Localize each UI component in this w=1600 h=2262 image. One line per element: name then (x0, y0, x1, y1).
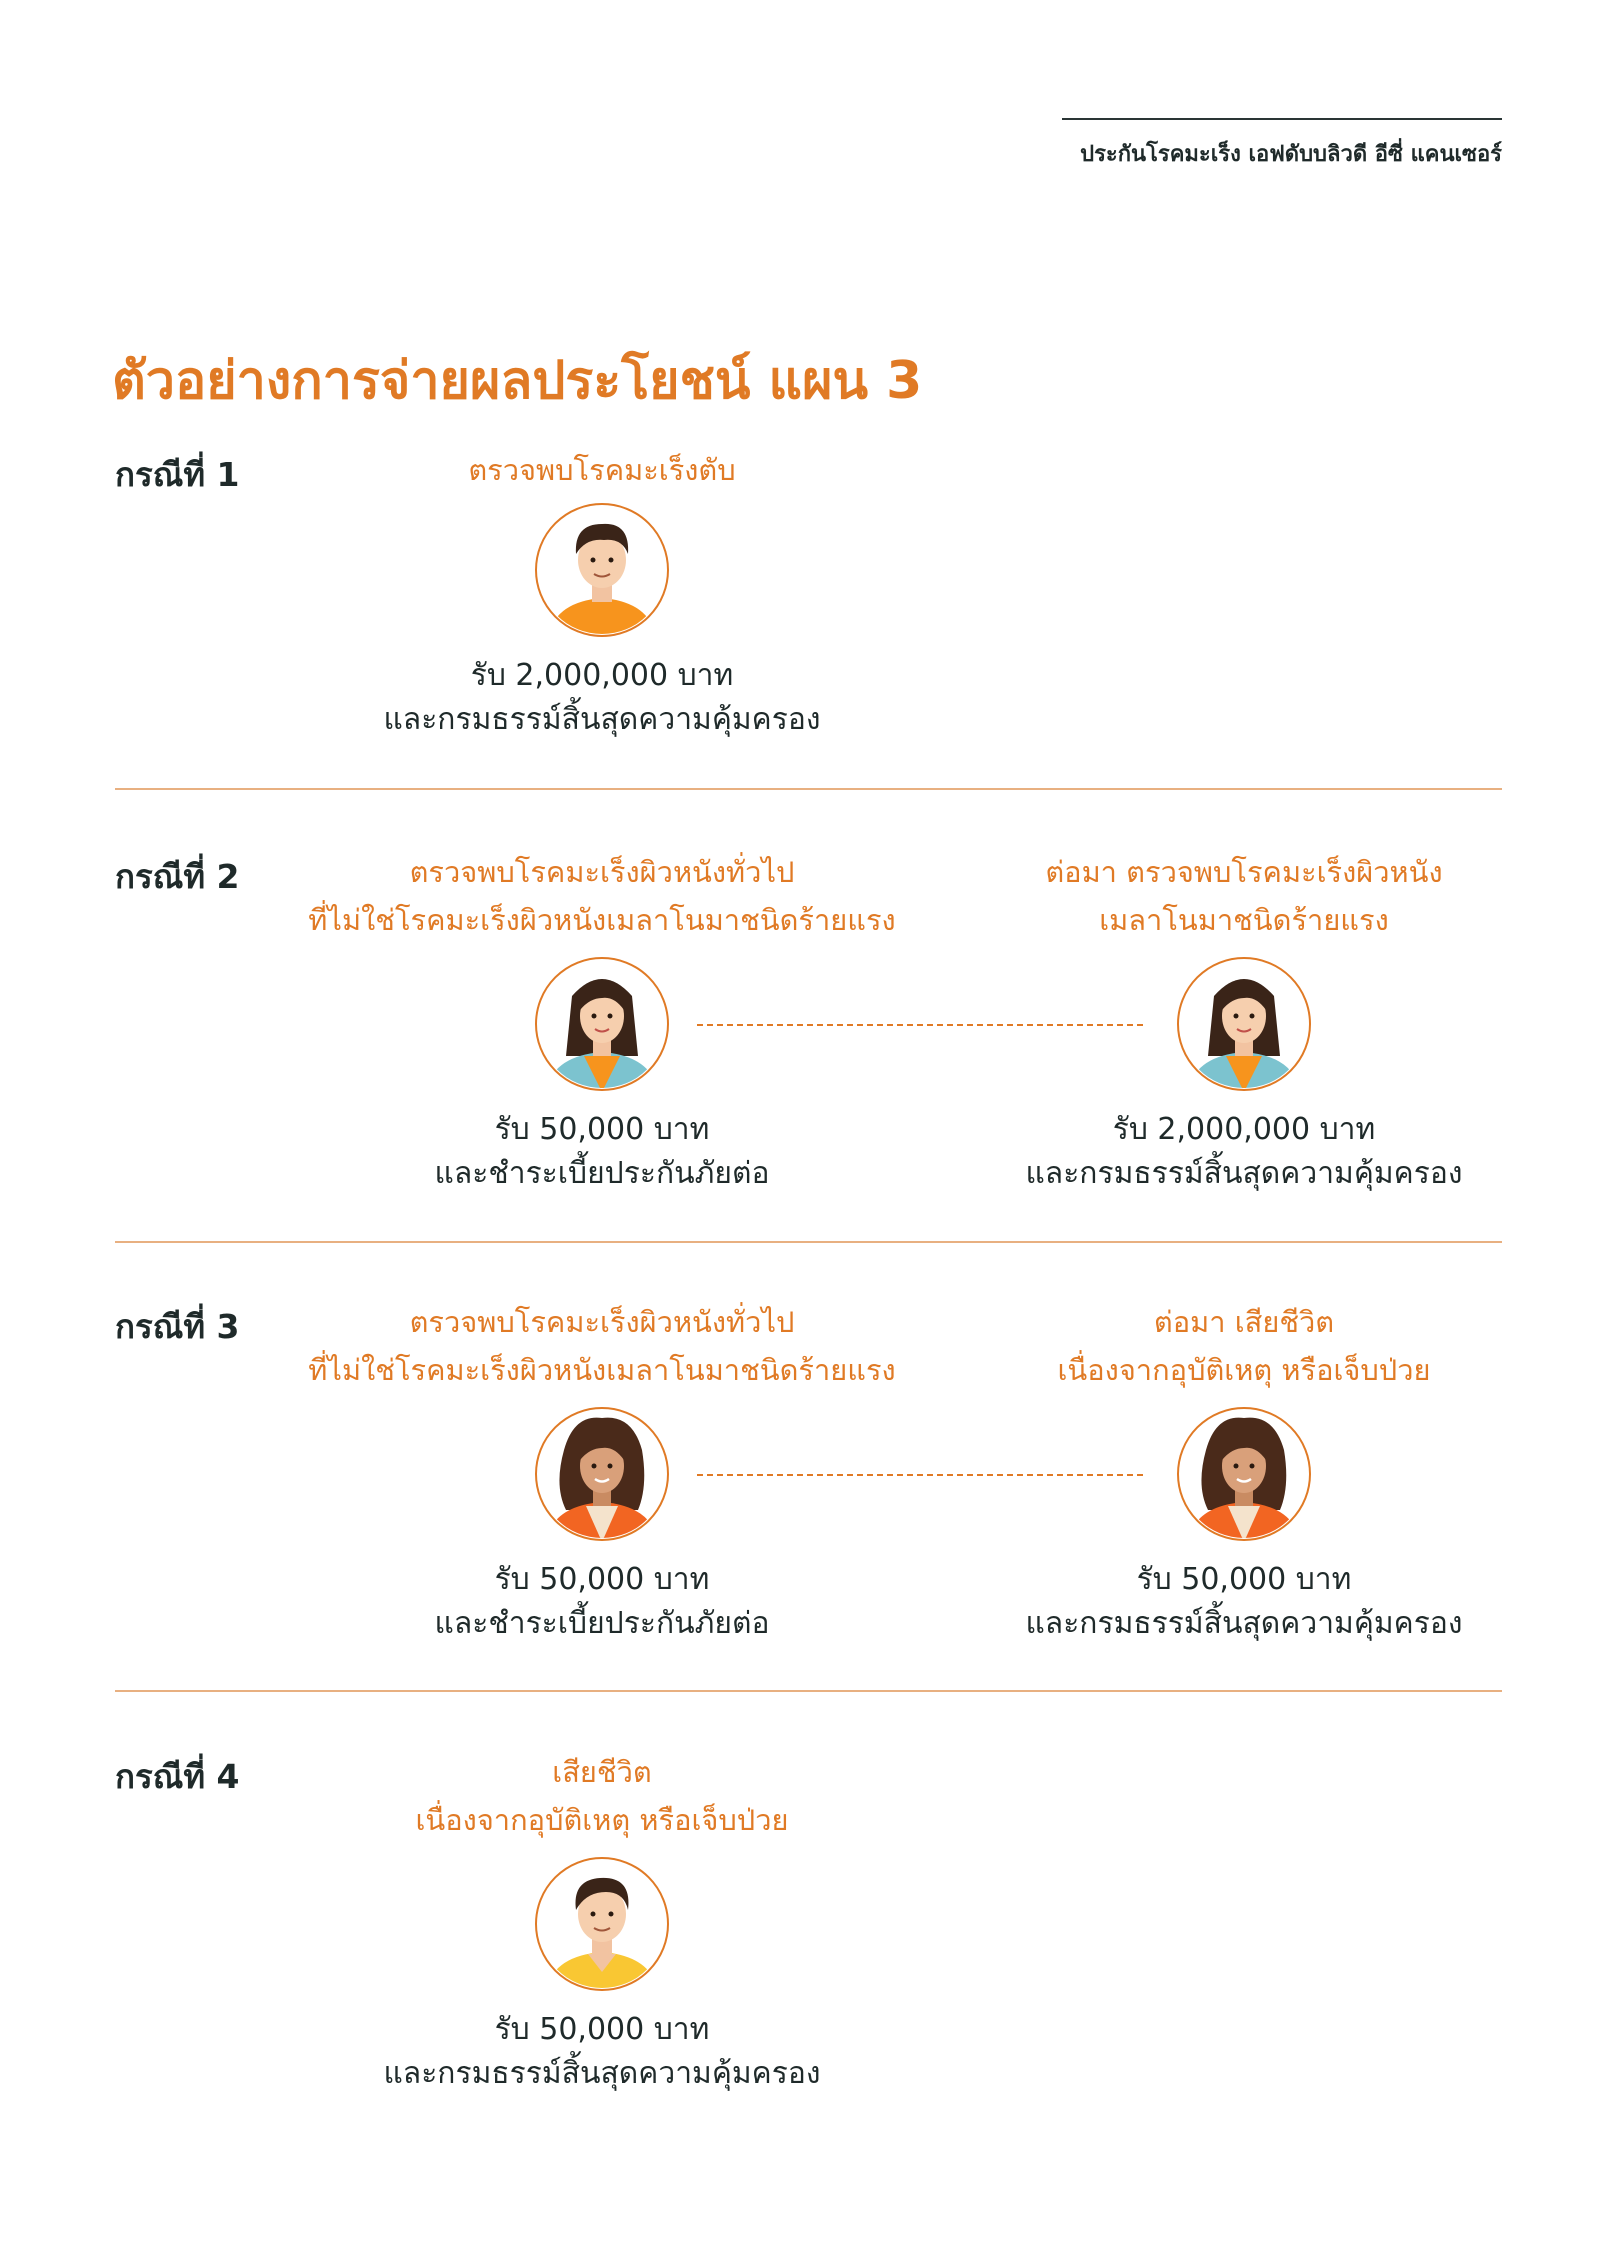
case-4-label: กรณีที่ 4 (115, 1757, 240, 1796)
case-4-result (222, 2008, 982, 2096)
curly-woman-orange-jacket-icon (534, 1406, 670, 1542)
case-1-label: กรณีที่ 1 (115, 455, 240, 494)
timeline-connector (697, 1024, 1143, 1026)
condition-line: ที่ไม่ใช่โรคมะเร็งผิวหนังเมลาโนมาชนิดร้ายแรง (308, 1353, 896, 1387)
case-3-label: กรณีที่ 3 (115, 1307, 240, 1346)
result-note: และกรมธรรม์สิ้นสุดความคุ้มครอง (383, 702, 821, 737)
case-3-condition-later (864, 1298, 1600, 1394)
section-divider (115, 1241, 1502, 1243)
result-amount: รับ 2,000,000 บาท (470, 658, 734, 693)
condition-line: ตรวจพบโรคมะเร็งตับ (468, 453, 736, 487)
timeline-connector (697, 1474, 1143, 1476)
condition-line: เนื่องจากอุบัติเหตุ หรือเจ็บป่วย (415, 1803, 789, 1837)
header-rule (1062, 118, 1502, 120)
result-amount: รับ 50,000 บาท (1136, 1562, 1352, 1597)
condition-line: เนื่องจากอุบัติเหตุ หรือเจ็บป่วย (1057, 1353, 1431, 1387)
man-yellow-shirt-icon (534, 1856, 670, 1992)
result-amount: รับ 50,000 บาท (494, 1562, 710, 1597)
section-divider (115, 788, 1502, 790)
case-2-label: กรณีที่ 2 (115, 857, 240, 896)
section-divider (115, 1690, 1502, 1692)
result-note: และกรมธรรม์สิ้นสุดความคุ้มครอง (1025, 1606, 1463, 1641)
result-amount: รับ 50,000 บาท (494, 2012, 710, 2047)
result-note: และกรมธรรม์สิ้นสุดความคุ้มครอง (383, 2056, 821, 2091)
condition-line: ต่อมา เสียชีวิต (1153, 1305, 1335, 1339)
result-amount: รับ 50,000 บาท (494, 1112, 710, 1147)
result-note: และชำระเบี้ยประกันภัยต่อ (434, 1606, 770, 1641)
condition-line: ตรวจพบโรคมะเร็งผิวหนังทั่วไป (409, 855, 795, 889)
woman-teal-jacket-icon (1176, 956, 1312, 1092)
young-man-orange-shirt-icon (534, 502, 670, 638)
case-1-condition (222, 446, 982, 494)
woman-teal-jacket-icon (534, 956, 670, 1092)
case-3-result-later (864, 1558, 1600, 1646)
case-2-result-later (864, 1108, 1600, 1196)
condition-line: เสียชีวิต (552, 1755, 652, 1789)
curly-woman-orange-jacket-icon (1176, 1406, 1312, 1542)
brand-name: ประกันโรคมะเร็ง เอฟดับบลิวดี อีซี่ แคนเซอร์ (1080, 142, 1502, 167)
condition-line: ต่อมา ตรวจพบโรคมะเร็งผิวหนัง (1045, 855, 1443, 889)
result-amount: รับ 2,000,000 บาท (1112, 1112, 1376, 1147)
condition-line: ตรวจพบโรคมะเร็งผิวหนังทั่วไป (409, 1305, 795, 1339)
condition-line: ที่ไม่ใช่โรคมะเร็งผิวหนังเมลาโนมาชนิดร้ายแรง (308, 903, 896, 937)
case-1-result (222, 654, 982, 742)
case-2-condition-later (864, 848, 1600, 944)
result-note: และชำระเบี้ยประกันภัยต่อ (434, 1156, 770, 1191)
case-4-condition (222, 1748, 982, 1844)
result-note: และกรมธรรม์สิ้นสุดความคุ้มครอง (1025, 1156, 1463, 1191)
page-title: ตัวอย่างการจ่ายผลประโยชน์ แผน 3 (112, 351, 923, 411)
condition-line: เมลาโนมาชนิดร้ายแรง (1099, 903, 1389, 937)
